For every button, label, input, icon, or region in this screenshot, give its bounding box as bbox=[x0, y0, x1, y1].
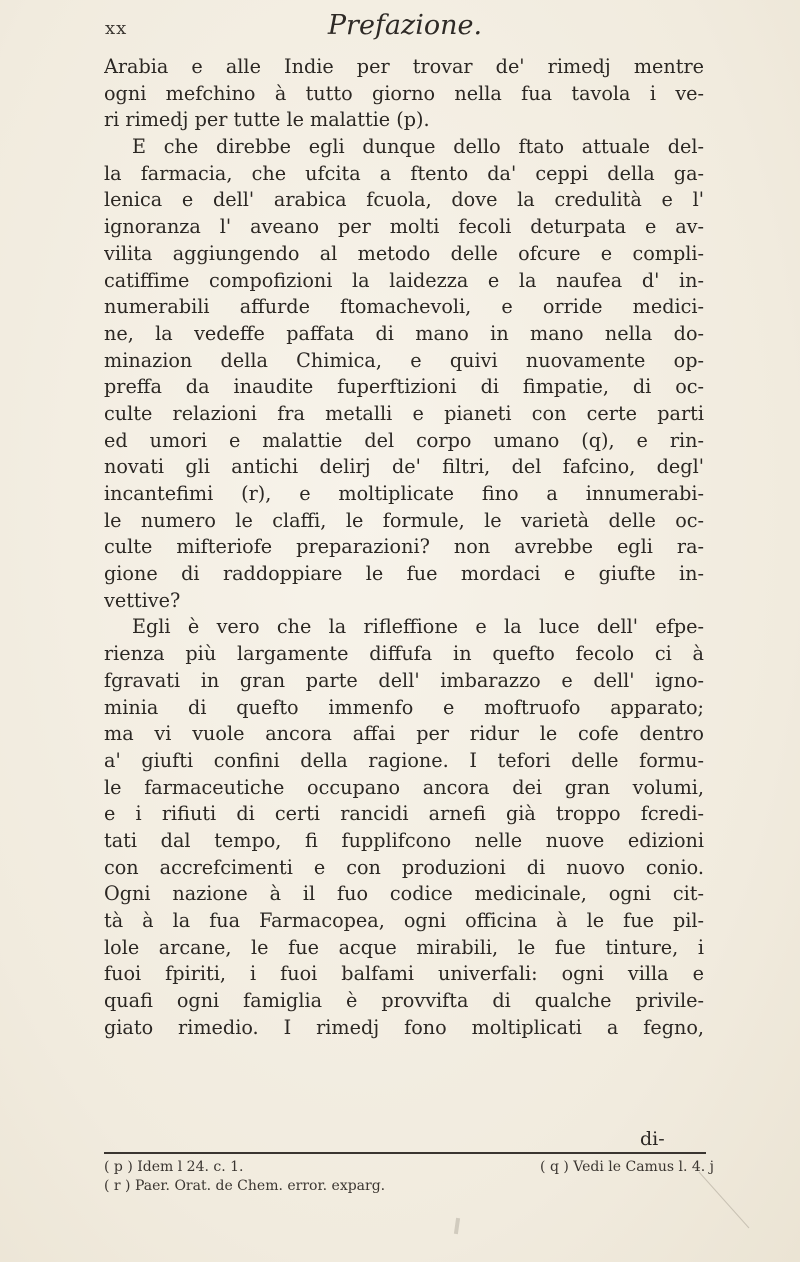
text-line: catiffime compofizioni la laidezza e la naufea d' in- bbox=[104, 268, 704, 292]
text-line: ne, la vedeffe paffata di mano in mano nella do- bbox=[104, 321, 704, 345]
text-line: incantefimi (r), e moltiplicate fino a innumerabi- bbox=[104, 482, 704, 505]
text-line: e i rifiuti di certi rancidi arnefi già troppo fcredi- bbox=[104, 802, 704, 826]
text-line: ignoranza l' aveano per molti fecoli deturpata e av- bbox=[104, 215, 704, 239]
body-text bbox=[104, 54, 704, 1041]
text-line: lenica e dell' arabica fcuola, dove la credulità e l' bbox=[104, 188, 704, 212]
ink-smudge bbox=[454, 1218, 460, 1234]
text-line: minia di quefto immenfo e moftruofo apparato; bbox=[104, 695, 704, 719]
footnote-p: ( p ) Idem l 24. c. 1. bbox=[104, 1159, 244, 1175]
text-line: a' giufti confini della ragione. I tefori delle formu- bbox=[104, 748, 704, 772]
page-number: xx bbox=[105, 18, 128, 39]
text-line: numerabili affurde ftomachevoli, e orride medici- bbox=[104, 295, 704, 319]
catchword: di- bbox=[640, 1128, 665, 1150]
text-line: tati dal tempo, fi fupplifcono nelle nuove edizioni bbox=[104, 828, 704, 852]
text-line: con accrefcimenti e con produzioni di nuovo conio. bbox=[104, 855, 704, 879]
footnote-q: ( q ) Vedi le Camus l. 4. j bbox=[540, 1159, 714, 1175]
footnote-r: ( r ) Paer. Orat. de Chem. error. exparg. bbox=[104, 1178, 386, 1194]
page-corner-fold bbox=[694, 1170, 754, 1230]
text-line: vilita aggiungendo al metodo delle ofcure e compli- bbox=[104, 241, 704, 265]
text-line: vettive? bbox=[104, 588, 181, 612]
footnotes bbox=[104, 1158, 714, 1196]
text-line: rienza più largamente diffufa in quefto fecolo ci à bbox=[104, 642, 704, 666]
text-line: ogni mefchino à tutto giorno nella fua tavola i ve- bbox=[104, 81, 704, 105]
text-line: preffa da inaudite fuperftizioni di fimpatie, di oc- bbox=[104, 375, 704, 399]
page-header bbox=[105, 8, 705, 48]
text-line: Egli è vero che la rifleffione e la luce dell' efpe- bbox=[132, 615, 704, 639]
text-line: lole arcane, le fue acque mirabili, le fue tinture, i bbox=[104, 935, 704, 959]
text-line: gione di raddoppiare le fue mordaci e giufte in- bbox=[104, 562, 704, 586]
text-line: le farmaceutiche occupano ancora dei gran volumi, bbox=[104, 775, 704, 799]
running-title: Prefazione. bbox=[327, 10, 483, 41]
text-line: quafi ogni famiglia è provvifta di qualche privile- bbox=[104, 989, 704, 1013]
text-line: culte relazioni fra metalli e pianeti con certe parti bbox=[104, 401, 704, 425]
text-line: Arabia e alle Indie per trovar de' rimedj mentre bbox=[104, 55, 704, 78]
text-line: tà à la fua Farmacopea, ogni officina à le fue pil- bbox=[104, 909, 704, 932]
text-line: minazion della Chimica, e quivi nuovamente op- bbox=[104, 348, 704, 372]
footnote-row bbox=[104, 1158, 714, 1177]
text-line: le numero le claffi, le formule, le varietà delle oc- bbox=[104, 508, 704, 532]
footnote-divider bbox=[104, 1152, 706, 1154]
text-line: novati gli antichi delirj de' filtri, del fafcino, degl' bbox=[104, 455, 704, 479]
text-line: fuoi fpiriti, i fuoi balfami univerfali: ogni villa e bbox=[104, 962, 704, 986]
text-line: Ogni nazione à il fuo codice medicinale, ogni cit- bbox=[104, 882, 704, 906]
text-line: ri rimedj per tutte le malattie (p). bbox=[104, 108, 430, 132]
text-line: ma vi vuole ancora affai per ridur le cofe dentro bbox=[104, 722, 704, 746]
text-line: E che direbbe egli dunque dello ftato attuale del- bbox=[132, 135, 704, 159]
footnote-row bbox=[104, 1177, 714, 1196]
text-line: giato rimedio. I rimedj fono moltiplicati a fegno, bbox=[104, 1015, 704, 1039]
text-line: fgravati in gran parte dell' imbarazzo e dell' igno- bbox=[104, 668, 704, 692]
text-line: ed umori e malattie del corpo umano (q), e rin- bbox=[104, 428, 704, 452]
text-line: la farmacia, che ufcita a ftento da' ceppi della ga- bbox=[104, 161, 704, 185]
text-line: culte mifteriofe preparazioni? non avrebbe egli ra- bbox=[104, 535, 704, 559]
